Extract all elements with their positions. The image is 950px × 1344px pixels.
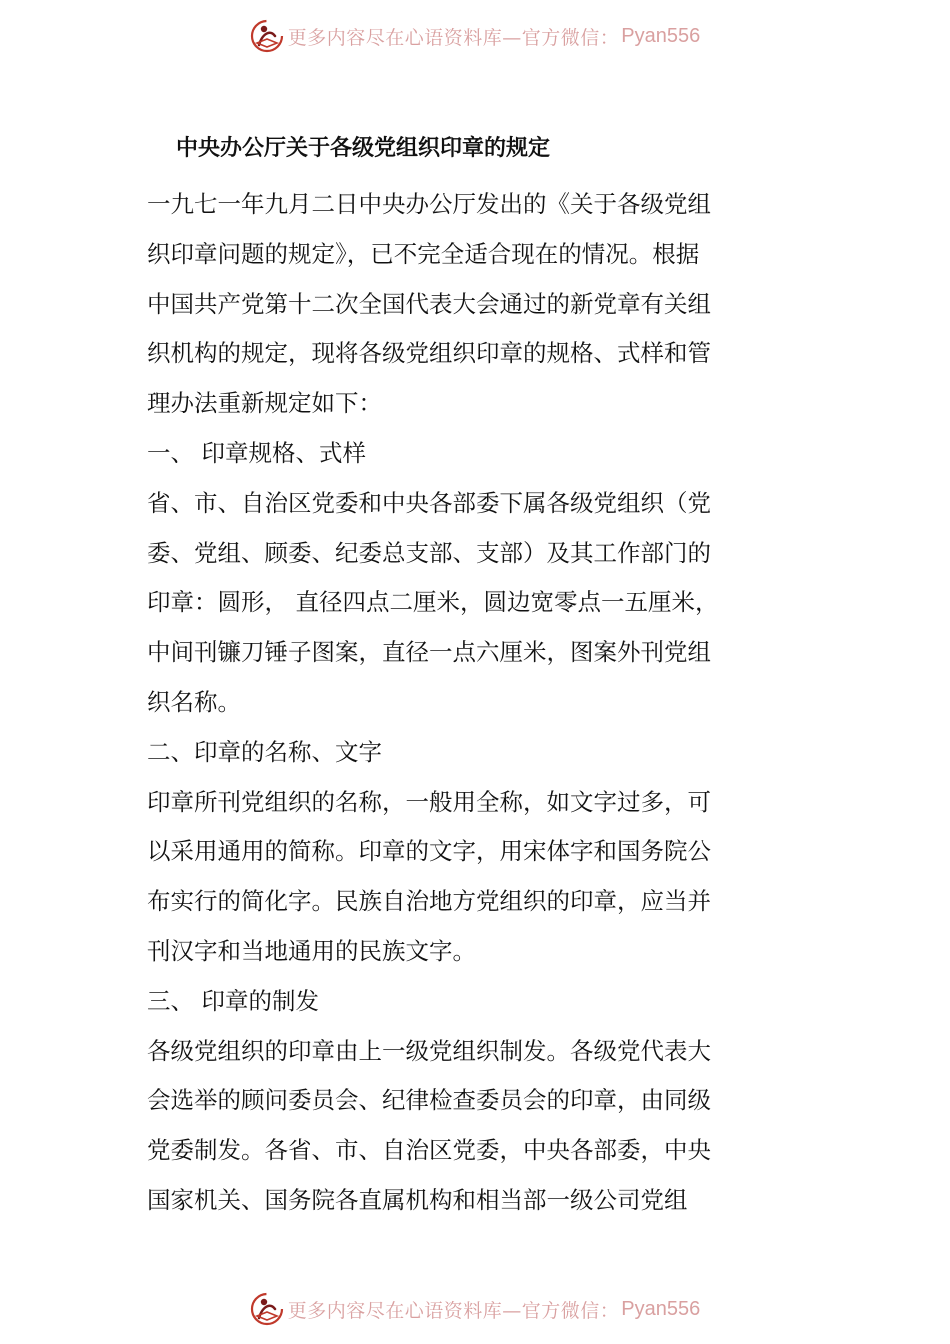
watermark-code: Pyan556 <box>621 24 701 47</box>
text-line: 理办法重新规定如下： <box>147 389 382 418</box>
text-line: 党委制发。各省、市、自治区党委，中央各部委，中央 <box>147 1136 711 1165</box>
text-line: 织印章问题的规定》，已不完全适合现在的情况。根据 <box>147 239 700 268</box>
document-body <box>147 180 737 1226</box>
watermark-text: 更多内容尽在心语资料库—官方微信： <box>287 26 620 49</box>
section-heading-2: 二、印章的名称、文字 <box>147 737 382 766</box>
text-line: 织机构的规定，现将各级党组织印章的规格、式样和管 <box>147 339 711 368</box>
text-line: 中国共产党第十二次全国代表大会通过的新党章有关组 <box>147 289 711 318</box>
section-heading-3: 三、 印章的制发 <box>147 986 319 1015</box>
watermark-code: Pyan556 <box>621 1297 701 1320</box>
text-line: 印章所刊党组织的名称，一般用全称，如文字过多，可 <box>147 787 711 816</box>
text-line: 会选举的顾问委员会、纪律检查委员会的印章，由同级 <box>147 1086 711 1115</box>
book-figure-logo-icon <box>250 1292 284 1326</box>
watermark-text: 更多内容尽在心语资料库—官方微信： <box>287 1299 620 1322</box>
text-line: 布实行的简化字。民族自治地方党组织的印章，应当并 <box>147 887 711 916</box>
book-figure-logo-icon <box>250 19 284 53</box>
text-line: 国家机关、国务院各直属机构和相当部一级公司党组 <box>147 1185 688 1214</box>
document-title: 中央办公厅关于各级党组织印章的规定 <box>176 136 551 161</box>
header-watermark <box>0 16 950 56</box>
text-line: 织名称。 <box>147 687 241 716</box>
text-line: 中间刊镰刀锤子图案，直径一点六厘米，图案外刊党组 <box>147 638 711 667</box>
text-line: 刊汉字和当地通用的民族文字。 <box>147 936 476 965</box>
text-line: 各级党组织的印章由上一级党组织制发。各级党代表大 <box>147 1036 711 1065</box>
section-heading-1: 一、 印章规格、式样 <box>147 438 366 467</box>
text-line: 一九七一年九月二日中央办公厅发出的《关于各级党组 <box>147 190 711 218</box>
text-line: 委、党组、顾委、纪委总支部、支部）及其工作部门的 <box>147 538 711 567</box>
footer-watermark <box>0 1289 950 1329</box>
text-line: 印章：圆形， 直径四点二厘米，圆边宽零点一五厘米， <box>147 588 719 617</box>
text-line: 省、市、自治区党委和中央各部委下属各级党组织（党 <box>147 488 711 517</box>
text-line: 以采用通用的简称。印章的文字，用宋体字和国务院公 <box>147 837 711 866</box>
